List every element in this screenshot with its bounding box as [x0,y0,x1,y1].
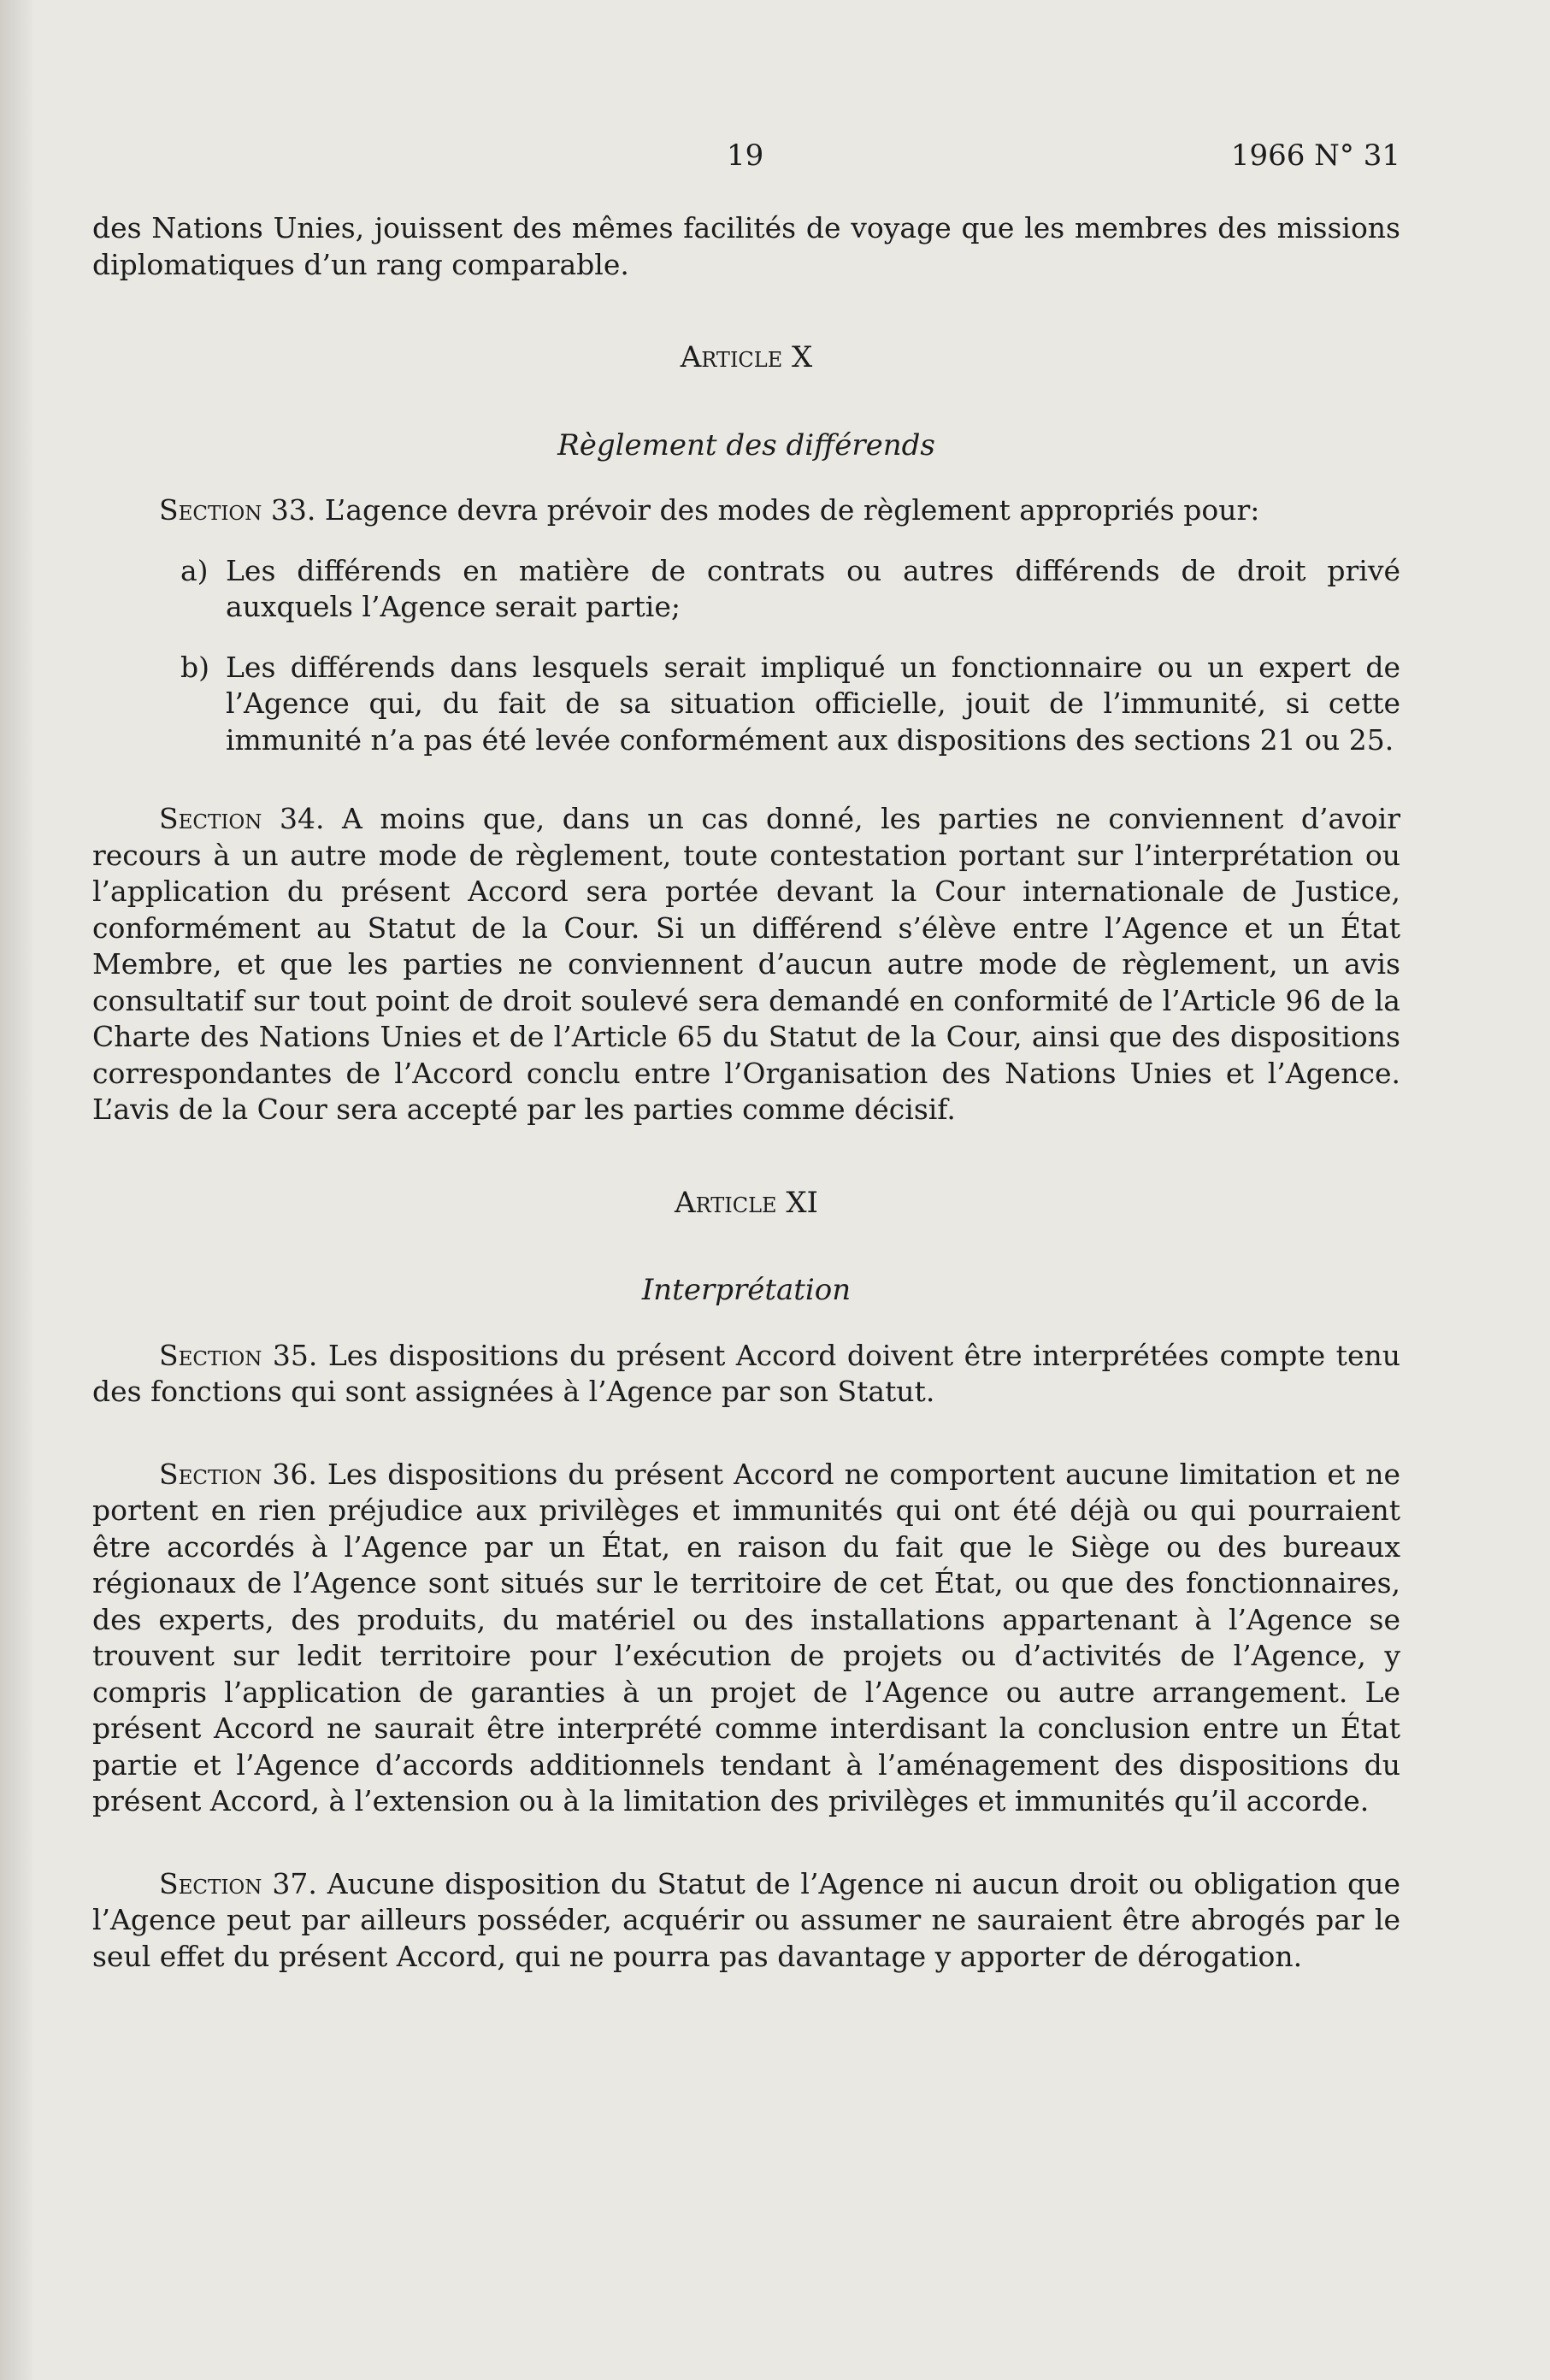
article-xi-subtitle: Interprétation [641,1273,852,1307]
article-x-heading: Article X [680,340,813,374]
intro-paragraph: des Nations Unies, jouissent des mêmes facilités de voyage que les membres des missions diplomatiques d’un rang comparable. [92,211,1400,281]
section-number: 36. [272,1457,317,1491]
section-label: Section [159,1457,262,1491]
scan-binding-edge [0,0,32,2380]
section-number: 33. [270,493,316,527]
document-body [92,210,1400,1975]
section-37 [92,1866,1400,1976]
page-number: 19 [727,138,764,173]
section-text: Les dispositions du présent Accord doivent être interprétées compte tenu des fonctions qui sont assignées à l’Agence par son Statut. [92,1338,1400,1408]
list-marker: a) [180,553,209,587]
section-text: Les dispositions du présent Accord ne comportent aucune limitation et ne portent en rien préjudice aux privilèges et immunités qui ont été déjà ou qui pourraient être accordés à l’Agence par un État, en raison du fait que le Siège ou des bureaux régionaux de l’Agence sont situés sur le territoire de cet État, ou que des fonctionnaires, des experts, des produits, du matériel ou des installations appartenant à l’Agence se trouvent sur ledit territoire pour l’exécution de projets ou d’activités de l’Agence, y compris l’application de garanties à un projet de l’Agence ou autre arrangement. Le présent Accord ne saurait être interprété comme interdisant la conclusion entre un État partie et l’Agence d’accords additionnels tendant à l’aménagement des dispositions du présent Accord, à l’extension ou à la limitation des privilèges et immunités qu’il accorde. [92,1457,1400,1817]
section-35 [92,1338,1400,1411]
section-label: Section [159,1338,262,1372]
section-34 [92,801,1400,1128]
section-text: Aucune disposition du Statut de l’Agence ni aucun droit ou obligation que l’Agence peut par ailleurs posséder, acquérir ou assumer ne sauraient être abrogés par le seul effet du présent Accord, qui ne pourra pas davantage y apporter de dérogation. [92,1866,1400,1973]
running-header [92,138,1400,181]
article-x-subtitle: Règlement des différends [557,427,935,462]
section-label: Section [159,1866,262,1900]
list-item-b [92,650,1400,759]
article-xi-heading: Article XI [675,1185,818,1220]
section-33 [92,492,1400,529]
section-text: A moins que, dans un cas donné, les parties ne conviennent d’avoir recours à un autre mode de règlement, toute contestation portant sur l’interprétation ou l’application du présent Accord sera portée devant la Cour internationale de Justice, conformément au Statut de la Cour. Si un différend s’élève entre l’Agence et un État Membre, et que les parties ne conviennent d’aucun autre mode de règlement, un avis consultatif sur tout point de droit soulevé sera demandé en conformité de l’Article 96 de la Charte des Nations Unies et de l’Article 65 du Statut de la Cour, ainsi que des dispositions correspondantes de l’Accord conclu entre l’Organisation des Nations Unies et l’Agence. L’avis de la Cour sera accepté par les parties comme décisif. [92,802,1400,1126]
section-number: 34. [279,802,325,835]
list-item-text: Les différends dans lesquels serait impliqué un fonctionnaire ou un expert de l’Agence qui, du fait de sa situation officielle, jouit de l’immunité, si cette immunité n’a pas été levée conformément aux dispositions des sections 21 ou 25. [226,650,1400,757]
section-36 [92,1457,1400,1820]
section-number: 37. [272,1866,317,1900]
section-label: Section [159,802,262,835]
section-text: L’agence devra prévoir des modes de règlement appropriés pour: [324,493,1260,527]
list-marker: b) [180,650,209,684]
section-number: 35. [272,1338,318,1372]
list-item-text: Les différends en matière de contrats ou autres différends de droit privé auxquels l’Agence serait partie; [226,553,1400,623]
list-item-a [92,553,1400,626]
document-reference: 1966 N° 31 [1230,138,1400,173]
section-label: Section [159,493,262,527]
